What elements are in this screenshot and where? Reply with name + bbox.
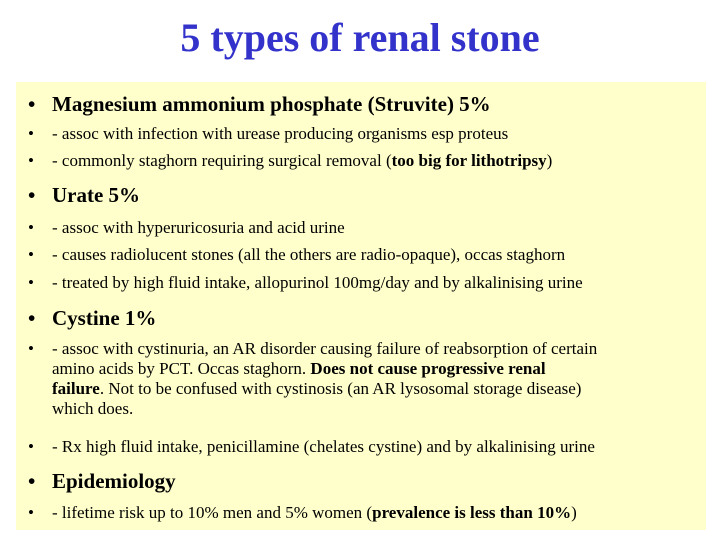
- heading-text: Magnesium ammonium phosphate (Struvite) 5%: [52, 92, 491, 116]
- heading-text: Urate 5%: [52, 183, 141, 207]
- bullet: •: [28, 469, 36, 493]
- bullet: •: [28, 339, 34, 358]
- emphasis: failure: [52, 379, 100, 398]
- sub-item-text: - causes radiolucent stones (all the others are radio-opaque), occas staghorn: [52, 245, 566, 264]
- sub-item-text: - lifetime risk up to 10% men and 5% women (prevalence is less than 10%): [52, 503, 577, 522]
- emphasis: too big for lithotripsy: [391, 151, 547, 170]
- slide-title: 5 types of renal stone: [180, 15, 540, 60]
- bullet: •: [28, 306, 36, 330]
- bullet: •: [28, 245, 34, 264]
- emphasis: Does not cause progressive renal: [310, 359, 546, 378]
- sub-item-text: - treated by high fluid intake, allopurinol 100mg/day and by alkalinising urine: [52, 273, 583, 292]
- emphasis: prevalence is less than 10%: [372, 503, 572, 522]
- heading-text: Cystine 1%: [52, 306, 157, 330]
- heading-text: Epidemiology: [52, 469, 176, 493]
- sub-item-text: - commonly staghorn requiring surgical removal (too big for lithotripsy): [52, 151, 553, 170]
- bullet: •: [28, 437, 34, 456]
- bullet: •: [28, 503, 34, 522]
- bullet: •: [28, 273, 34, 292]
- bullet: •: [28, 183, 36, 207]
- content-panel: [16, 82, 706, 530]
- sub-item-text: - assoc with cystinuria, an AR disorder causing failure of reabsorption of certain amino acids by PCT. Occas staghorn. Does not cause progressive renal failure. Not to be confused with cystinosis (an AR lysosomal storage disease) which does.: [52, 339, 598, 418]
- bullet: •: [28, 218, 34, 237]
- sub-item-text: - assoc with infection with urease producing organisms esp proteus: [52, 124, 509, 143]
- sub-item-text: - assoc with hyperuricosuria and acid urine: [52, 218, 345, 237]
- bullet: •: [28, 151, 34, 170]
- sub-item-text: - Rx high fluid intake, penicillamine (chelates cystine) and by alkalinising urine: [52, 437, 595, 456]
- bullet: •: [28, 124, 34, 143]
- bullet: •: [28, 92, 36, 116]
